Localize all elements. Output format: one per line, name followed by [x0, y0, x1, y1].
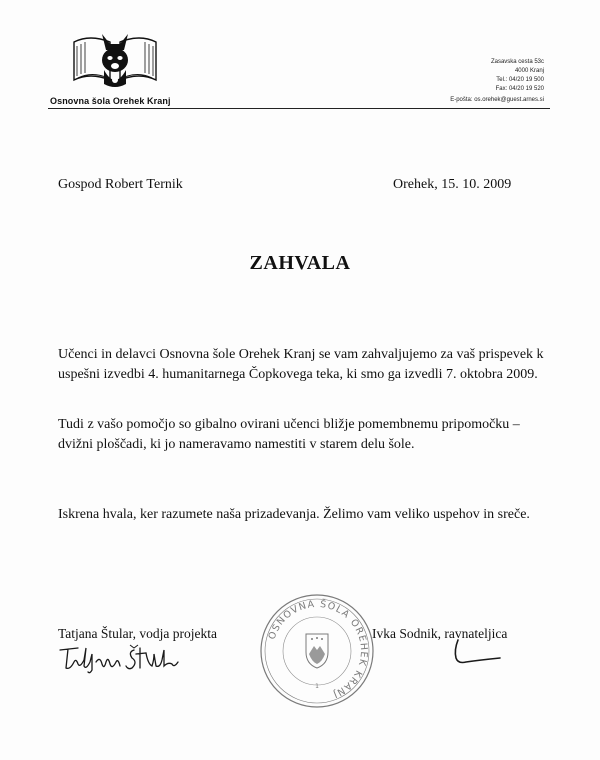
- address-line: 4000 Kranj: [514, 68, 544, 74]
- phone-line: Tel.: 04/20 19 500: [496, 77, 544, 83]
- letter-date: Orehek, 15. 10. 2009: [393, 177, 512, 192]
- letter-title: ZAHVALA: [249, 252, 351, 274]
- address-line: Zasavska cesta 53c: [490, 59, 544, 65]
- handwritten-signature-left: [56, 640, 196, 674]
- school-address: [491, 58, 544, 94]
- stamp-number: 1: [315, 683, 319, 690]
- recipient: Gospod Robert Ternik: [58, 177, 183, 192]
- header-divider: [48, 108, 550, 109]
- school-stamp: [258, 592, 376, 710]
- school-name: Osnovna šola Orehek Kranj: [50, 96, 171, 106]
- school-logo-icon: [70, 28, 160, 92]
- paragraph: Iskrena hvala, ker razumete naša prizadevanja. Želimo vam veliko uspehov in sreče.: [58, 507, 530, 522]
- signatory-left: Tatjana Štular, vodja projekta: [58, 626, 217, 641]
- fax-line: Fax: 04/20 19 520: [495, 86, 544, 92]
- paragraph: Učenci in delavci Osnovna šole Orehek Kranj se vam zahvaljujemo za vaš prispevek k uspešni izvedbi 4. humanitarnega Čopkovega teka, ki smo ga izvedli 7. oktobra 2009.: [58, 347, 544, 382]
- school-email: E-pošta: os.orehek@guest.arnes.si: [450, 97, 544, 103]
- paragraph: Tudi z vašo pomočjo so gibalno ovirani učenci bližje pomembnemu pripomočku – dvižni ploščadi, ki jo nameravamo namestiti v starem delu šole.: [58, 417, 520, 452]
- signatory-right: Ivka Sodnik, ravnateljica: [372, 626, 508, 641]
- handwritten-signature-right: [440, 638, 510, 666]
- stamp-text: OSNOVNA ŠOLA OREHEK KRANJ: [266, 598, 370, 700]
